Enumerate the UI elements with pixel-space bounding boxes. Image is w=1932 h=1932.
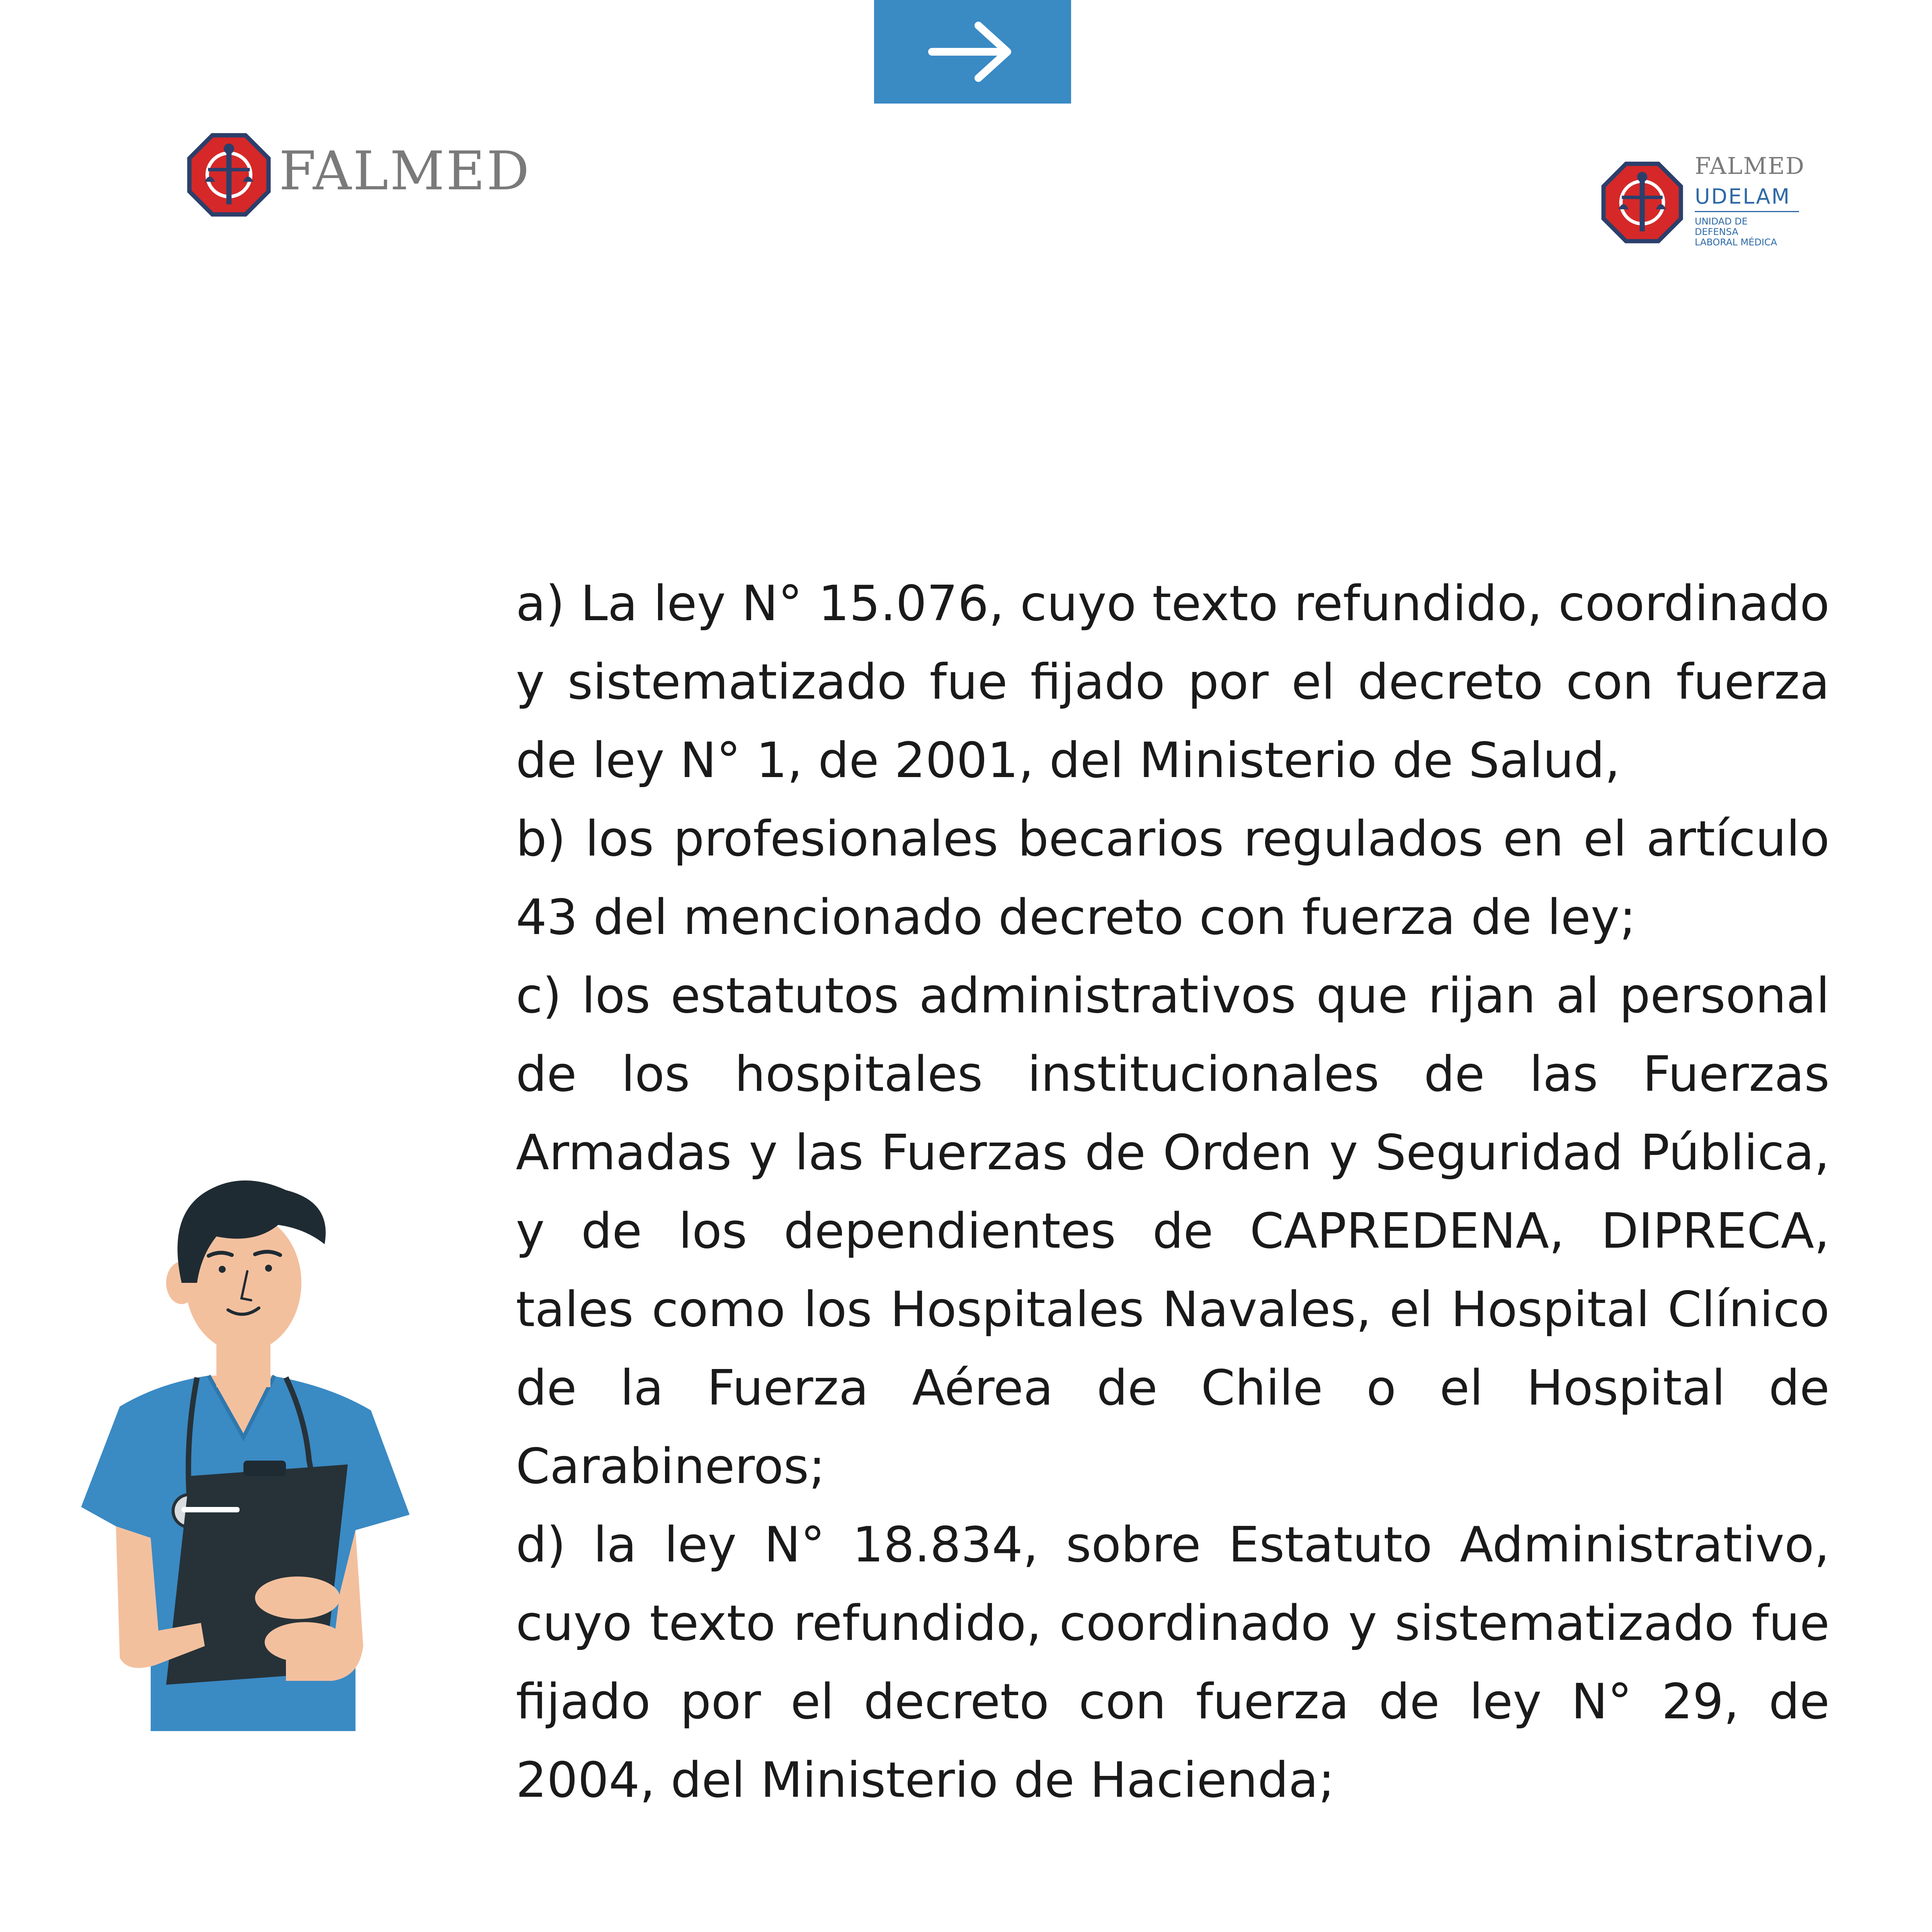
arrow-right-icon (928, 21, 1017, 83)
udelam-logo (1600, 155, 1816, 263)
falmed-logo (185, 131, 531, 220)
udelam-subtitle-line: DEFENSA (1695, 226, 1738, 237)
udelam-label: UDELAM (1695, 184, 1791, 209)
law-item-c: c) los estatutos administrativos que rijan al personal de los hospitales institucionales de las Fuerzas Armadas y las Fuerzas de Orden y Seguridad Pública, y de los dependientes de CAPREDENA, DIPRECA, tales como los Hospitales Navales, el Hospital Clínico de la Fuerza Aérea de Chile o el Hospital de Carabineros; (516, 967, 1830, 1495)
next-slide-button[interactable] (874, 0, 1071, 104)
udelam-subtitle-line: LABORAL MÉDICA (1695, 236, 1777, 248)
udelam-subtitle (1695, 216, 1811, 248)
falmed-emblem-icon (1600, 160, 1685, 245)
law-list (516, 564, 1830, 1819)
logo-divider (1695, 211, 1799, 212)
law-item-b: b) los profesionales becarios regulados en el artículo 43 del mencionado decreto con fuerza de ley; (516, 810, 1830, 946)
law-item-a: a) La ley N° 15.076, cuyo texto refundido, coordinado y sistematizado fue fijado por el decreto con fuerza de ley N° 1, de 2001, del Ministerio de Salud, (516, 575, 1830, 789)
doctor-illustration (70, 1167, 440, 1731)
falmed-label: FALMED (1695, 153, 1805, 180)
udelam-subtitle-line: UNIDAD DE (1695, 216, 1748, 227)
law-item-d: d) la ley N° 18.834, sobre Estatuto Administrativo, cuyo texto refundido, coordinado y sistematizado fue fijado por el decreto con fuerza de ley N° 29, de 2004, del Ministerio de Hacienda; (516, 1516, 1830, 1808)
falmed-emblem-icon (185, 131, 272, 218)
falmed-wordmark: FALMED (279, 140, 531, 202)
